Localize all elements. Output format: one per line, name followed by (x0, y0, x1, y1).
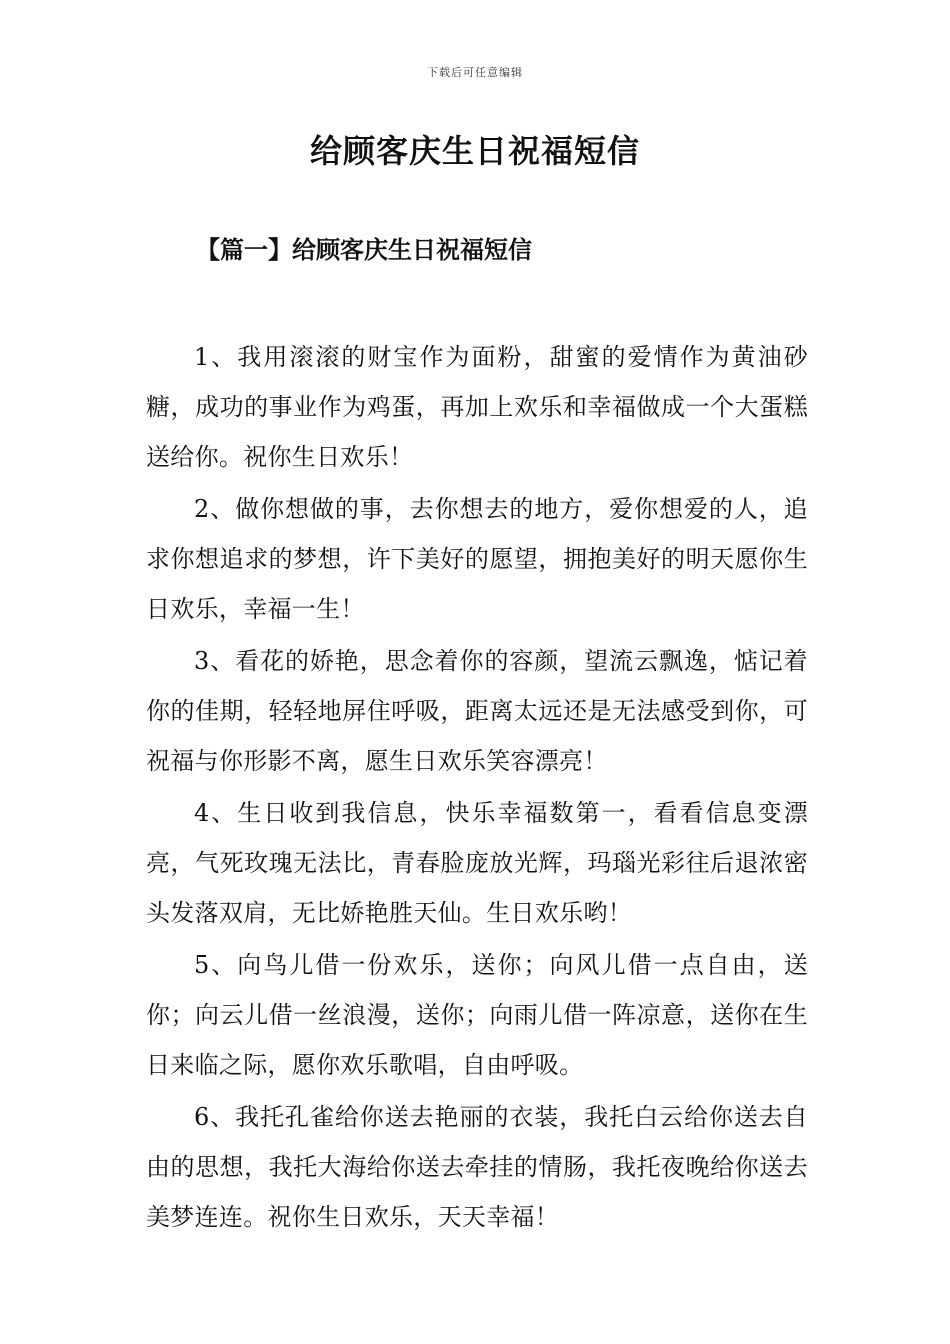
paragraph-5: 5、向鸟儿借一份欢乐，送你；向风儿借一点自由，送你；向云儿借一丝浪漫，送你；向雨儿借一阵凉意，送你在生日来临之际，愿你欢乐歌唱，自由呼吸。 (146, 951, 808, 1079)
document-body (146, 332, 808, 1244)
paragraph-3: 3、看花的娇艳，思念着你的容颜，望流云飘逸，惦记着你的佳期，轻轻地屏住呼吸，距离太远还是无法感受到你，可祝福与你形影不离，愿生日欢乐笑容漂亮！ (146, 647, 808, 775)
paragraph-6: 6、我托孔雀给你送去艳丽的衣装，我托白云给你送去自由的思想，我托大海给你送去牵挂的情肠，我托夜晚给你送去美梦连连。祝你生日欢乐，天天幸福！ (146, 1103, 808, 1231)
paragraph-4: 4、生日收到我信息，快乐幸福数第一，看看信息变漂亮，气死玫瑰无法比，青春脸庞放光辉，玛瑙光彩往后退浓密头发落双肩，无比娇艳胜天仙。生日欢乐哟！ (146, 799, 808, 927)
page-header-note: 下载后可任意编辑 (427, 66, 523, 79)
paragraph-1: 1、我用滚滚的财宝作为面粉，甜蜜的爱情作为黄油砂糖，成功的事业作为鸡蛋，再加上欢乐和幸福做成一个大蛋糕送给你。祝你生日欢乐！ (146, 343, 808, 471)
paragraph-2: 2、做你想做的事，去你想去的地方，爱你想爱的人，追求你想追求的梦想，许下美好的愿望，拥抱美好的明天愿你生日欢乐，幸福一生！ (146, 495, 808, 623)
section-title: 【篇一】给顾客庆生日祝福短信 (196, 235, 532, 264)
document-title: 给顾客庆生日祝福短信 (309, 132, 640, 170)
